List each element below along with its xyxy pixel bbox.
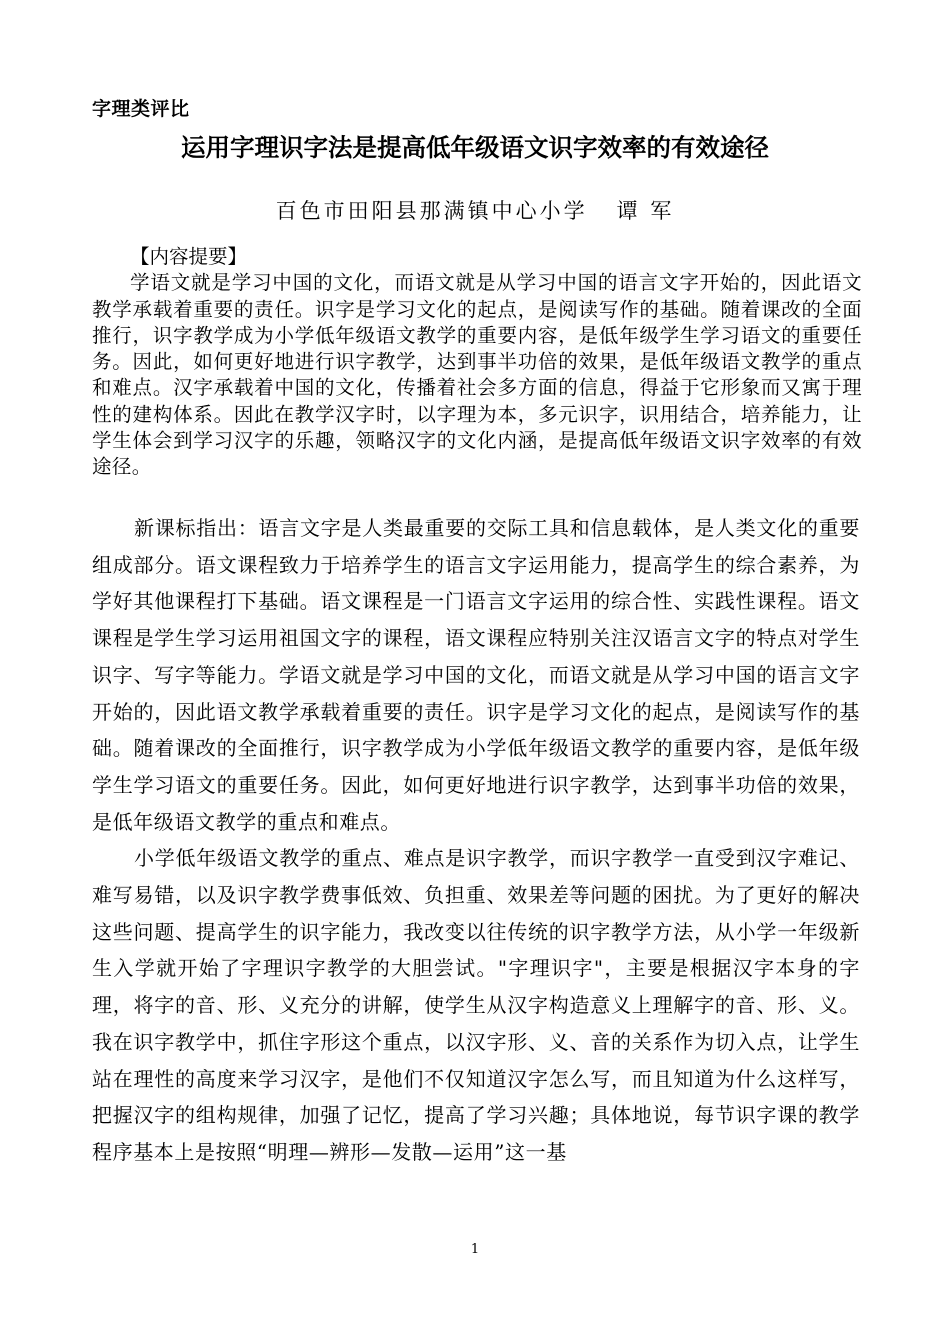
category-heading: 字理类评比 bbox=[92, 98, 190, 120]
article-title: 运用字理识字法是提高低年级语文识字效率的有效途径 bbox=[181, 133, 769, 162]
body-paragraph-2: 小学低年级语文教学的重点、难点是识字教学，而识字教学一直受到汉字难记、难写易错，以及识字教学费事低效、负担重、效果差等问题的困扰。为了更好的解决这些问题、提高学生的识字能力，我改变以往传统的识字教学方法，从小学一年级新生入学就开始了字理识字教学的大胆尝试。"字理识字"，主要是根据汉字本身的字理，将字的音、形、义充分的讲解，使学生从汉字构造意义上理解字的音、形、义。我在识字教学中，抓住字形这个重点，以汉字形、义、音的关系作为切入点，让学生站在理性的高度来学习汉字，是他们不仅知道汉字怎么写，而且知道为什么这样写，把握汉字的组构规律，加强了记忆，提高了学习兴趣；具体地说，每节识字课的教学程序基本上是按照“明理—辨形—发散—运用”这一基 bbox=[92, 846, 860, 1164]
abstract-section bbox=[92, 244, 862, 481]
abstract-text: 学语文就是学习中国的文化，而语文就是从学习中国的语言文字开始的，因此语文教学承载着重要的责任。识字是学习文化的起点，是阅读写作的基础。随着课改的全面推行，识字教学成为小学低年级语文教学的重要内容，是低年级学生学习语文的重要任务。因此，如何更好地进行识字教学，达到事半功倍的效果，是低年级语文教学的重点和难点。汉字承载着中国的文化，传播着社会多方面的信息，得益于它形象而又寓于理性的建构体系。因此在教学汉字时，以字理为本，多元识字，识用结合，培养能力，让学生体会到学习汉字的乐趣，领略汉字的文化内涵，是提高低年级语文识字效率的有效途径。 bbox=[92, 271, 862, 479]
author-line: 百色市田阳县那满镇中心小学 谭 军 bbox=[275, 199, 675, 223]
body-text bbox=[92, 510, 860, 1171]
page-number: 1 bbox=[470, 1242, 480, 1257]
body-paragraph-1: 新课标指出：语言文字是人类最重要的交际工具和信息载体，是人类文化的重要组成部分。语文课程致力于培养学生的语言文字运用能力，提高学生的综合素养，为学好其他课程打下基础。语文课程是一门语言文字运用的综合性、实践性课程。语文课程是学生学习运用祖国文字的课程，语文课程应特别关注汉语言文字的特点对学生识字、写字等能力。学语文就是学习中国的文化，而语文就是从学习中国的语言文字开始的，因此语文教学承载着重要的责任。识字是学习文化的起点，是阅读写作的基础。随着课改的全面推行，识字教学成为小学低年级语文教学的重要内容，是低年级学生学习语文的重要任务。因此，如何更好地进行识字教学，达到事半功倍的效果，是低年级语文教学的重点和难点。 bbox=[92, 516, 860, 834]
abstract-label: 【内容提要】 bbox=[130, 245, 248, 268]
